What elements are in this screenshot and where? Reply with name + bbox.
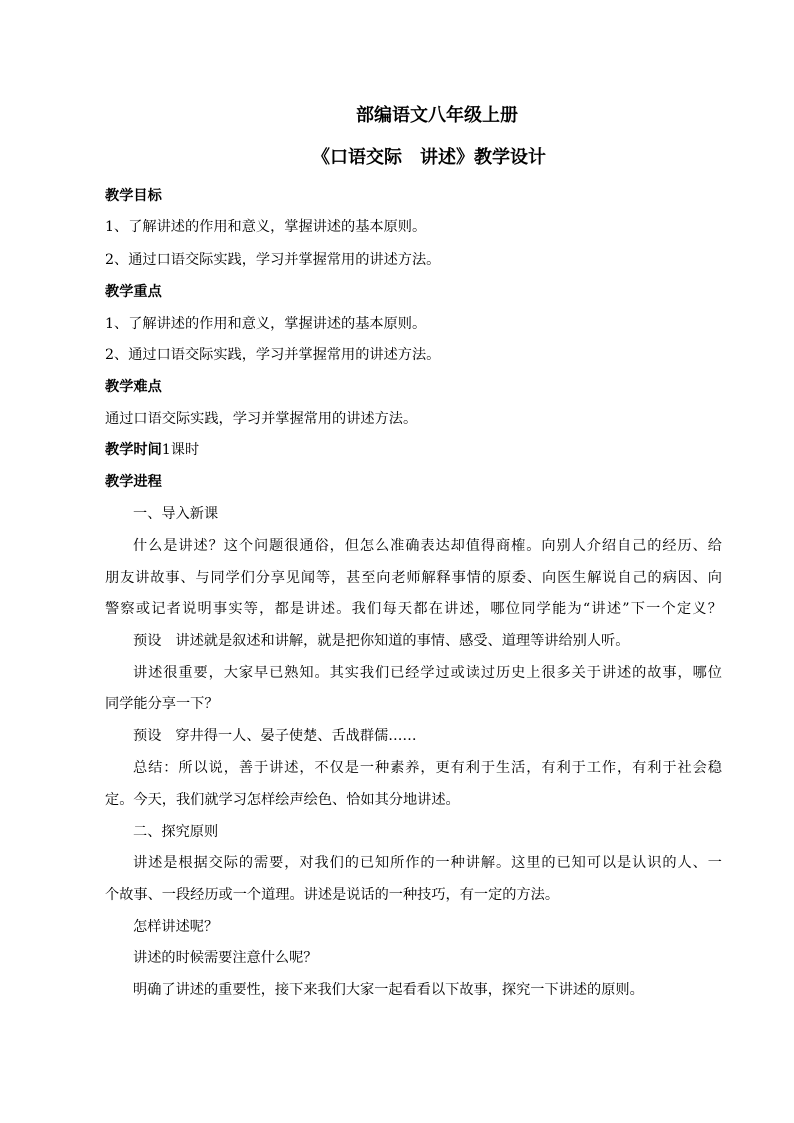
preset-label: 预设 [133,728,162,744]
key-points-heading: 教学重点 [105,284,162,300]
question-line: 怎样讲述呢？ [133,919,219,935]
paragraph-line: 讲述是根据交际的需要，对我们的已知所作的一种讲解。这里的已知可以是认识的人、一 [133,855,722,871]
goal-item: 2、通过口语交际实践，学习并掌握常用的讲述方法。 [105,252,441,268]
question-line: 讲述的时候需要注意什么呢？ [133,950,318,966]
paragraph-line: 明确了讲述的重要性，接下来我们大家一起看看以下故事，探究一下讲述的原则。 [133,982,644,998]
goals-heading: 教学目标 [105,188,162,204]
paragraph-line: 定。今天，我们就学习怎样绘声绘色、恰如其分地讲述。 [105,792,460,808]
paragraph-line: 讲述很重要，大家早已熟知。其实我们已经学过或读过历史上很多关于讲述的故事，哪位 [133,665,722,681]
difficulty-text: 通过口语交际实践，学习并掌握常用的讲述方法。 [105,411,418,427]
preset-text: 讲述就是叙述和讲解，就是把你知道的事情、感受、道理等讲给别人听。 [175,633,630,649]
paragraph-line: 同学能分享一下？ [105,696,219,712]
key-point-item: 2、通过口语交际实践，学习并掌握常用的讲述方法。 [105,347,441,363]
paragraph-line: 朋友讲故事、与同学们分享见闻等，甚至向老师解释事情的原委、向医生解说自己的病因、向 [105,570,722,586]
time-label: 教学时间 [105,442,162,458]
key-point-item: 1、了解讲述的作用和意义，掌握讲述的基本原则。 [105,316,427,332]
section-title: 一、导入新课 [133,506,219,522]
preset-text: 穿井得一人、晏子使楚、舌战群儒…… [175,728,417,744]
time-line [105,440,199,460]
document-subtitle: 《口语交际 讲述》教学设计 [312,147,546,168]
paragraph-line: 个故事、一段经历或一个道理。讲述是说话的一种技巧，有一定的方法。 [105,887,560,903]
difficulty-heading: 教学难点 [105,379,162,395]
document-title: 部编语文八年级上册 [356,105,518,126]
goal-item: 1、了解讲述的作用和意义，掌握讲述的基本原则。 [105,219,427,235]
section-title: 二、探究原则 [133,824,219,840]
paragraph-line: 警察或记者说明事实等，都是讲述。我们每天都在讲述，哪位同学能为“讲述”下一个定义？ [105,601,722,617]
preset-line [133,631,629,651]
preset-line [133,726,417,746]
paragraph-line: 总结：所以说，善于讲述，不仅是一种素养，更有利于生活，有利于工作，有利于社会稳 [133,760,722,776]
preset-label: 预设 [133,633,162,649]
paragraph-line: 什么是讲述？这个问题很通俗，但怎么准确表达却值得商榷。向别人介绍自己的经历、给 [133,538,722,554]
process-heading: 教学进程 [105,474,162,490]
time-value: 1课时 [161,442,200,458]
